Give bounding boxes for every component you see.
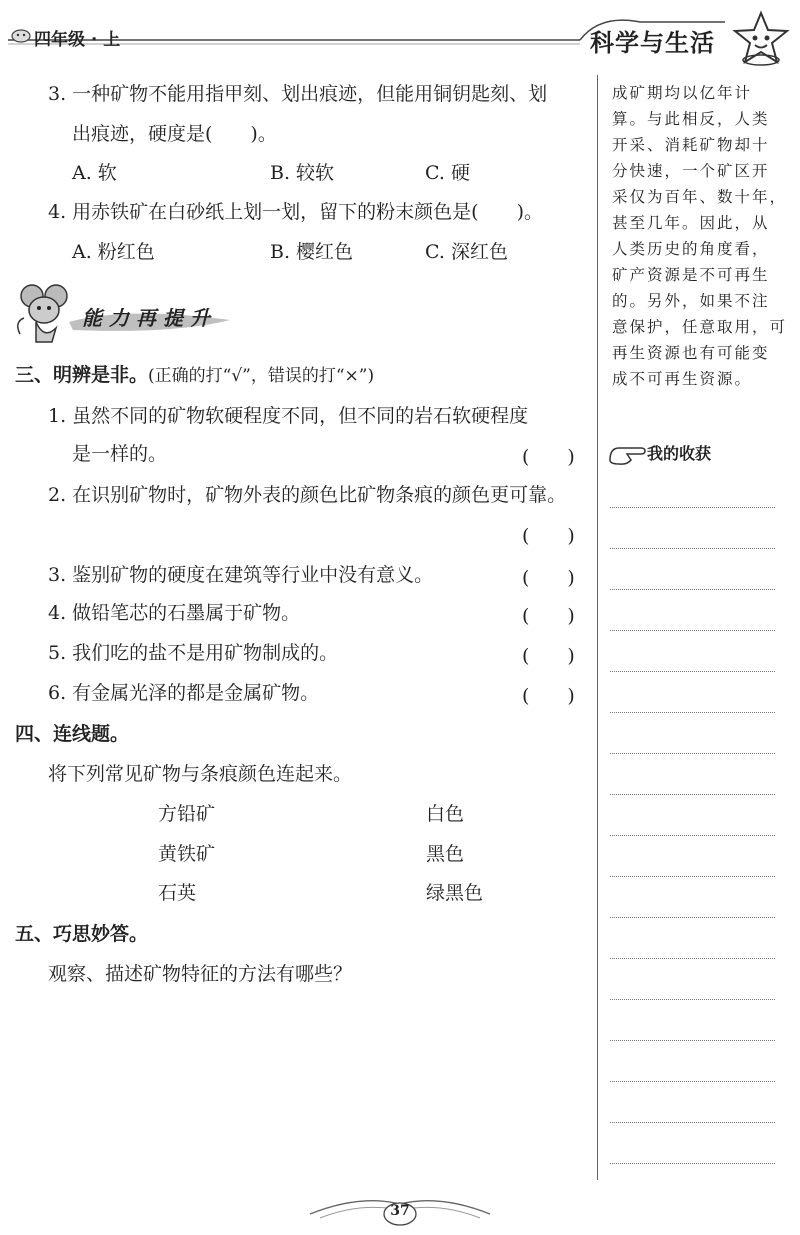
answer-line (610, 794, 775, 795)
option-c: C. 硬 (425, 162, 470, 184)
answer-paren[interactable]: ( ) (522, 567, 575, 589)
page-number: 37 (390, 1203, 410, 1219)
harvest-title: 我的收获 (647, 444, 712, 463)
section-5-question: 观察、描述矿物特征的方法有哪些？ (48, 963, 353, 985)
answer-line (610, 507, 775, 508)
option-b: B. 樱红色 (270, 241, 354, 263)
tf-item-1-line1: 1. 虽然不同的矿物软硬程度不同，但不同的岩石软硬程度 (48, 405, 529, 427)
answer-paren[interactable]: ( ) (522, 645, 575, 667)
tf-item-1-line2: 是一样的。 (72, 443, 168, 465)
answer-line (610, 753, 775, 754)
note-line: 成不可再生资源。 (612, 370, 753, 388)
banner-title: 能力再提升 (82, 306, 217, 330)
answer-line (610, 630, 775, 631)
note-line: 甚至几年。因此，从 (612, 214, 770, 232)
note-line: 分快速，一个矿区开 (612, 162, 770, 180)
question-4-line1: 4. 用赤铁矿在白砂纸上划一划，留下的粉末颜色是( )。 (48, 201, 543, 223)
mineral-item[interactable]: 方铅矿 (158, 803, 216, 825)
option-a: A. 粉红色 (72, 241, 155, 263)
section-4-instruction: 将下列常见矿物与条痕颜色连起来。 (48, 763, 353, 785)
tf-item-5: 5. 我们吃的盐不是用矿物制成的。 (48, 642, 339, 664)
section-3-heading: 三、明辨是非。 (15, 364, 149, 386)
question-3-line1: 3. 一种矿物不能用指甲刻、划出痕迹，但能用铜钥匙刻、划 (48, 83, 548, 105)
tf-item-3: 3. 鉴别矿物的硬度在建筑等行业中没有意义。 (48, 564, 434, 586)
option-c: C. 深红色 (425, 241, 508, 263)
answer-line (610, 1040, 775, 1041)
answer-paren[interactable]: ( ) (522, 685, 575, 707)
answer-line (610, 1163, 775, 1164)
section-4-title: 四、连线题。 (15, 723, 130, 745)
mascot-star-icon (730, 10, 792, 68)
option-b: B. 较软 (270, 162, 335, 184)
streak-color-item[interactable]: 黑色 (426, 843, 465, 865)
note-line: 采仅为百年、数十年， (612, 188, 788, 206)
answer-paren[interactable]: ( ) (522, 525, 575, 547)
section-3-title (15, 361, 374, 390)
answer-paren[interactable]: ( ) (522, 446, 575, 468)
answer-paren[interactable]: ( ) (522, 605, 575, 627)
answer-line (610, 1081, 775, 1082)
answer-line (610, 999, 775, 1000)
answer-line (610, 1122, 775, 1123)
note-line: 的。另外，如果不注 (612, 292, 770, 310)
answer-line (610, 712, 775, 713)
book-title: 科学与生活 (590, 29, 715, 57)
grade-label: 四年级 · 上 (34, 30, 121, 50)
mineral-item[interactable]: 黄铁矿 (158, 843, 216, 865)
page-header (0, 0, 800, 75)
note-line: 意保护，任意取用，可 (612, 318, 788, 336)
section-3-hint: (正确的打“√”，错误的打“×”) (148, 366, 375, 386)
answer-line (610, 589, 775, 590)
answer-line (610, 548, 775, 549)
note-line: 开采、消耗矿物却十 (612, 136, 770, 154)
answer-line (610, 671, 775, 672)
note-line: 矿产资源是不可再生 (612, 266, 770, 284)
answer-line (610, 958, 775, 959)
note-line: 人类历史的角度看， (612, 240, 770, 258)
option-a: A. 软 (72, 162, 117, 184)
note-line: 再生资源也有可能变 (612, 344, 770, 362)
streak-color-item[interactable]: 绿黑色 (426, 882, 484, 904)
tf-item-4: 4. 做铅笔芯的石墨属于矿物。 (48, 602, 301, 624)
tf-item-2: 2. 在识别矿物时，矿物外表的颜色比矿物条痕的颜色更可靠。 (48, 484, 567, 506)
note-line: 成矿期均以亿年计 (612, 84, 753, 102)
tf-item-6: 6. 有金属光泽的都是金属矿物。 (48, 682, 320, 704)
sidebar-note (612, 80, 787, 392)
question-3-line2: 出痕迹，硬度是( )。 (72, 123, 277, 145)
mineral-item[interactable]: 石英 (158, 882, 197, 904)
section-5-title: 五、巧思妙答。 (15, 923, 149, 945)
answer-line (610, 917, 775, 918)
streak-color-item[interactable]: 白色 (426, 803, 465, 825)
note-line: 算。与此相反，人类 (612, 110, 770, 128)
answer-line (610, 876, 775, 877)
sidebar-divider (597, 75, 598, 1180)
pointing-hand-icon (607, 440, 647, 466)
grade-leaf-icon (10, 28, 32, 44)
answer-line (610, 835, 775, 836)
